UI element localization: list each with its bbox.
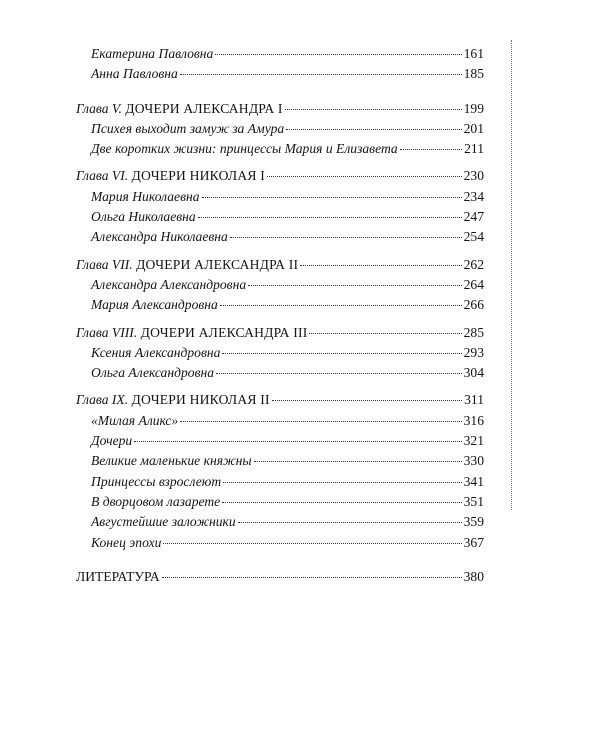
toc-entry-page: 351 [463, 493, 484, 509]
toc-entry-title: Мария Александровна [91, 297, 218, 313]
toc-chapter[interactable] [76, 255, 484, 275]
dot-leader [238, 522, 462, 523]
chapter-label: Глава VII. [76, 256, 133, 272]
toc-entry-page: 304 [463, 365, 484, 381]
dot-leader [198, 217, 462, 218]
toc-entry-page: 161 [463, 46, 484, 61]
dot-leader [162, 577, 462, 578]
chapter-name: ДОЧЕРИ НИКОЛАЯ II [131, 392, 270, 408]
toc-entry[interactable] [76, 275, 484, 295]
chapter-label: Глава VI. [76, 168, 129, 184]
toc-entry-title: Принцессы взрослеют [91, 473, 222, 489]
toc-chapter-title [76, 323, 307, 343]
toc-chapter[interactable] [76, 99, 484, 119]
toc-entry-title: Конец эпохи [91, 534, 162, 550]
toc-entry-title: Екатерина Павловна [91, 46, 214, 61]
page-edge-dots [511, 40, 512, 510]
toc-entry-page: 359 [463, 514, 484, 530]
dot-leader [248, 285, 461, 286]
dot-leader [285, 109, 462, 110]
dot-leader [180, 74, 462, 75]
chapter-name: ДОЧЕРИ АЛЕКСАНДРА II [136, 256, 299, 272]
toc-entry-title: Дочери [91, 433, 133, 449]
toc-entry-title: Александра Александровна [91, 276, 247, 292]
toc-chapter-page: 285 [463, 324, 484, 340]
toc-entry-page: 254 [463, 229, 484, 245]
dot-leader [272, 400, 462, 401]
toc-chapter-title [76, 255, 298, 275]
dot-leader [267, 176, 462, 177]
toc-entry[interactable] [76, 363, 484, 383]
toc-entry-page: 293 [463, 344, 484, 360]
dot-leader [215, 54, 461, 55]
toc-entry[interactable] [76, 119, 484, 139]
toc-entry-title: Психея выходит замуж за Амура [91, 120, 285, 136]
toc-entry-title: «Милая Аликс» [91, 412, 179, 428]
toc-entry-page: 185 [463, 66, 484, 82]
toc-entry[interactable] [76, 207, 484, 227]
table-of-contents [76, 44, 484, 587]
toc-entry-page: 321 [463, 433, 484, 449]
toc-entry[interactable] [76, 44, 484, 64]
toc-entry-page: 330 [463, 453, 484, 469]
dot-leader [216, 373, 462, 374]
toc-literature-page: 380 [463, 568, 484, 584]
dot-leader [286, 129, 461, 130]
toc-entry-title: Александра Николаевна [91, 229, 228, 245]
dot-leader [254, 461, 462, 462]
toc-entry[interactable] [76, 411, 484, 431]
toc-chapter-title [76, 166, 265, 186]
toc-entry[interactable] [76, 343, 484, 363]
toc-entry-page: 341 [463, 473, 484, 489]
toc-chapter-page: 311 [464, 392, 484, 408]
toc-entry-page: 266 [463, 297, 484, 313]
dot-leader [202, 197, 462, 198]
dot-leader [163, 543, 461, 544]
chapter-name: ДОЧЕРИ АЛЕКСАНДРА III [140, 324, 308, 340]
chapter-name: ДОЧЕРИ НИКОЛАЯ I [131, 168, 265, 184]
toc-entry-title: Ксения Александровна [91, 344, 221, 360]
dot-leader [309, 333, 461, 334]
toc-entry-title: Ольга Николаевна [91, 209, 196, 225]
toc-entry[interactable] [76, 431, 484, 451]
toc-entry[interactable] [76, 64, 484, 84]
toc-entry[interactable] [76, 492, 484, 512]
toc-entry[interactable] [76, 451, 484, 471]
toc-entry-page: 316 [463, 412, 484, 428]
toc-entry[interactable] [76, 187, 484, 207]
toc-entry[interactable] [76, 227, 484, 247]
dot-leader [223, 482, 461, 483]
dot-leader [220, 305, 462, 306]
dot-leader [134, 441, 461, 442]
dot-leader [180, 421, 461, 422]
dot-leader [222, 502, 461, 503]
toc-entry[interactable] [76, 295, 484, 315]
dot-leader [230, 237, 462, 238]
toc-entry-page: 264 [463, 276, 484, 292]
toc-entry-title: Великие маленькие княжны [91, 453, 252, 469]
toc-entry[interactable] [76, 139, 484, 159]
toc-entry[interactable] [76, 533, 484, 553]
dot-leader [222, 353, 461, 354]
toc-chapter-page: 199 [463, 100, 484, 116]
dot-leader [300, 265, 461, 266]
toc-chapter-title [76, 99, 283, 119]
toc-entry-page: 201 [463, 120, 484, 136]
chapter-label: Глава IX. [76, 392, 129, 408]
chapter-name: ДОЧЕРИ АЛЕКСАНДРА I [125, 100, 283, 116]
toc-chapter[interactable] [76, 323, 484, 343]
toc-chapter[interactable] [76, 166, 484, 186]
toc-entry-page: 367 [463, 534, 484, 550]
toc-chapter-page: 230 [463, 168, 484, 184]
toc-chapter-page: 262 [463, 256, 484, 272]
toc-entry-title: Ольга Александровна [91, 365, 215, 381]
toc-entry-page: 234 [463, 188, 484, 204]
toc-entry[interactable] [76, 512, 484, 532]
toc-entry-title: Августейшие заложники [91, 514, 236, 530]
dot-leader [400, 149, 462, 150]
toc-entry-page: 247 [463, 209, 484, 225]
toc-chapter[interactable] [76, 390, 484, 410]
toc-literature[interactable] [76, 567, 484, 587]
toc-entry-title: Мария Николаевна [91, 188, 200, 204]
toc-entry-title: Две коротких жизни: принцессы Мария и Елизавета [91, 141, 398, 157]
toc-entry-title: В дворцовом лазарете [91, 493, 221, 509]
toc-literature-title: ЛИТЕРАТУРА [76, 568, 160, 584]
chapter-label: Глава VIII. [76, 324, 138, 340]
toc-chapter-title [76, 390, 270, 410]
chapter-label: Глава V. [76, 100, 122, 116]
toc-entry-title: Анна Павловна [91, 66, 178, 82]
toc-entry[interactable] [76, 472, 484, 492]
toc-entry-page: 211 [464, 141, 484, 157]
